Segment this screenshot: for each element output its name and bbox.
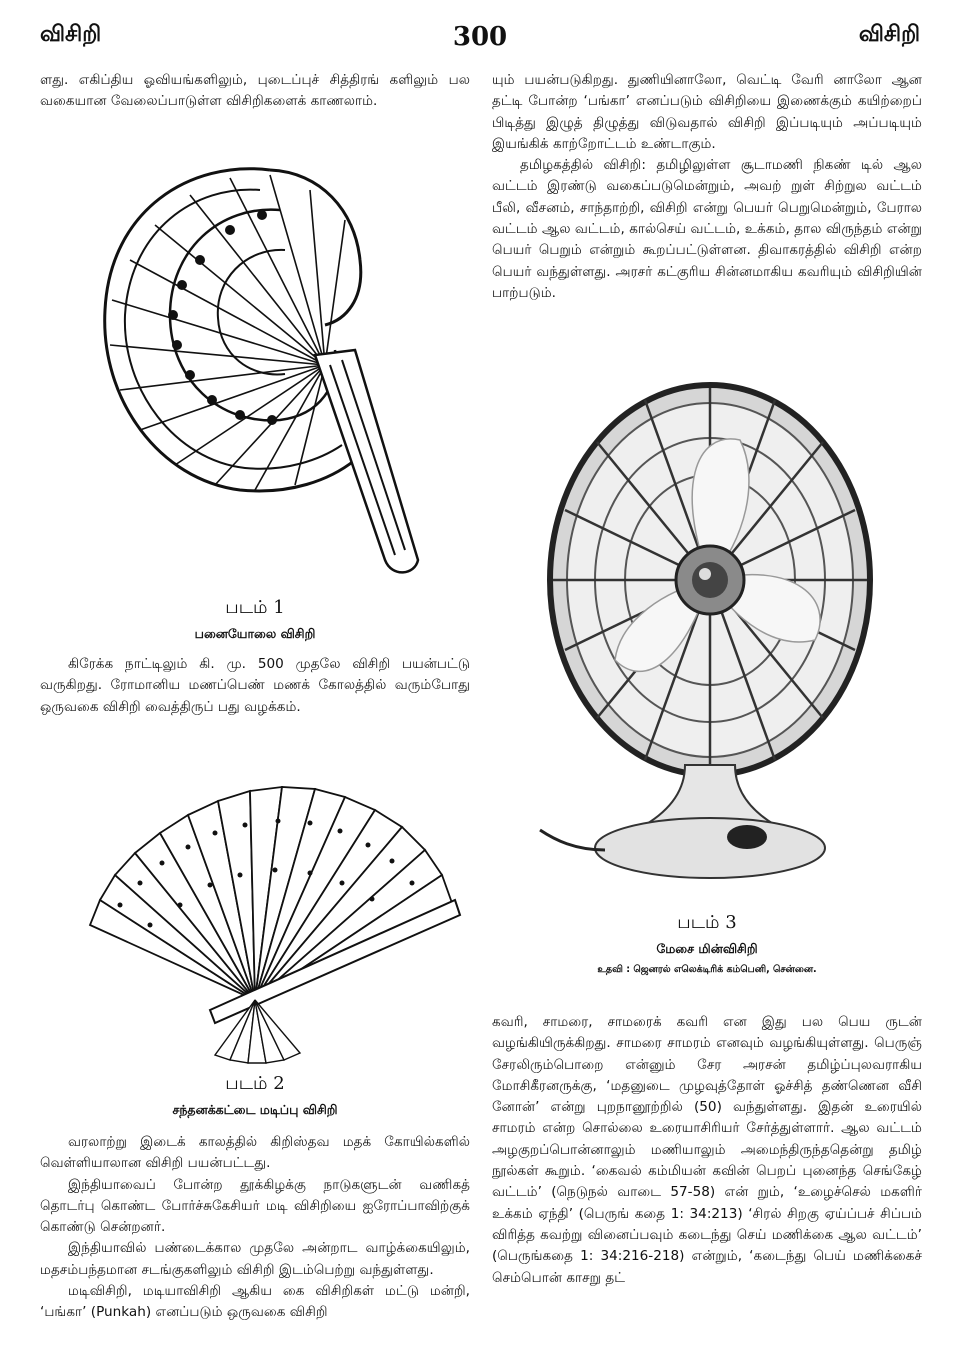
running-head-right: விசிறி xyxy=(858,22,920,47)
figure-3-caption xyxy=(492,912,922,976)
figure-credit: உதவி : ஜெனரல் எலெக்டிரிக் கம்பெனி, சென்னை. xyxy=(597,964,817,975)
paragraph: கவரி, சாமரை, சாமரைக் கவரி என இது பல பெய ருடன் வழங்கியிருக்கிறது. சாமரை சாமரம் எனவும் வழங்கியுள்ளது. பெருஞ் சேரலிரும்பொறை என்னும் சேர அரசன் தமிழ்ப்புலவராகிய மோசிகீரனருக்கு, ‘மதனுடை முழவுத்தோள் ஓச்சித் தண்ணென வீசி னோன்’ என்று புறநானூற்றில் (50) வந்துள்ளது. இதன் உரையில் சாமரம் என்ற சொல்லை உரையாசிரியர் சேர்த்துள்ளார். ஆல வட்டம் அழகுறப்பொன்னாலும் மணியாலும் அமைந்திருந்ததென்று தமிழ் நூல்கள் கூறும். ‘கைவல் கம்மியன் கவின் பெறப் புனைந்த செங்கேழ் வட்டம்’ (நெடுநல் வாடை 57-58) என் றும், ‘உழைச்செல் மகளிர் உக்கம் ஏந்தி’ (பெருங் கதை 1: 34:213) ‘சிரல் சிறகு ஏய்ப்பச் சிப்பம் விரித்த கவற்று வினைப்பவும் கடைந்து செய் மணிக்கை ஆல வட்டம்’ (பெருங்கதை 1: 34:216-218) என்றும், ‘கடைந்து பெய் மணிக்கைச் செம்பொன் காசறு தட் xyxy=(492,1014,922,1286)
paragraph: தமிழகத்தில் விசிறி: தமிழிலுள்ள சூடாமணி நிகண் டில் ஆல வட்டம் இரண்டு வகைப்படுமென்றும், அவற் றுள் சிற்றுல வட்டம் பீலி, வீசனம், சாந்தாற்றி, விசிறி என்று பெயர் பெறுமென்றும், பேரால வட்டம் ஆல வட்டம், கால்செய் வட்டம், உக்கம், தால விருந்தம் என்று பெயர் பெறும் என்றும் கூறப்பட்டுள்ளன. திவாகரத்தில் விசிறி என்ற பெயர் வந்துள்ளது. அரசர் கட்குரிய சின்னமாகிய கவரியும் விசிறியின் பாற்படும். xyxy=(492,157,922,301)
right-intro-text xyxy=(492,70,922,304)
figure-2-caption xyxy=(40,1073,470,1119)
kavari-paragraph-block xyxy=(492,1012,922,1289)
paragraph: இந்தியாவில் பண்டைக்கால முதலே அன்றாட வாழ்க்கையிலும், மதசம்பந்தமான சடங்குகளிலும் விசிறி இடம்பெற்று வந்துள்ளது. xyxy=(40,1240,470,1278)
figure-number: படம் 1 xyxy=(225,597,285,618)
greek-paragraph-block xyxy=(40,654,470,718)
figure-title: மேசை மின்விசிறி xyxy=(656,941,758,956)
paragraph: மடிவிசிறி, மடியாவிசிறி ஆகிய கை விசிறிகள் மட்டு மன்றி, ‘பங்கா’ (Punkah) எனப்படும் ஒருவகை விசிறி xyxy=(40,1283,470,1321)
paragraph: இந்தியாவைப் போன்ற தூக்கிழக்கு நாடுகளுடன் வணிகத் தொடர்பு கொண்ட போர்ச்சுகேசியர் மடி விசிறியை ஐரோப்பாவிற்குக் கொண்டு சென்றனர். xyxy=(40,1176,470,1236)
paragraph: ளது. எகிப்திய ஓவியங்களிலும், புடைப்புச் சித்திரங் களிலும் பல வகையான வேலைப்பாடுள்ள விசிறிகளைக் காணலாம். xyxy=(40,72,470,110)
paragraph: கிரேக்க நாட்டிலும் கி. மு. 500 முதலே விசிறி பயன்பட்டு வருகிறது. ரோமானிய மணப்பெண் மணக் கோலத்தில் வரும்போது ஒருவகை விசிறி வைத்திருப் பது வழக்கம். xyxy=(40,656,470,715)
page-number: 300 xyxy=(452,22,508,52)
figure-title: சந்தனக்கட்டை மடிப்பு விசிறி xyxy=(172,1102,338,1117)
paragraph: வரலாற்று இடைக் காலத்தில் கிறிஸ்தவ மதக் கோயில்களில் வெள்ளியாலான விசிறி பயன்பட்டது. xyxy=(40,1134,470,1172)
figure-1-caption xyxy=(40,597,470,643)
paragraph: யும் பயன்படுகிறது. துணியினாலோ, வெட்டி வேரி னாலோ ஆன தட்டி போன்ற ‘பங்கா’ எனப்படும் விசிறியை இணைக்கும் கயிற்றைப் பிடித்து இழுத் திழுத்து விடுவதால் விசிறி இப்படியும் அப்படியும் இயங்கிக் காற்றோட்டம் உண்டாகும். xyxy=(492,72,922,152)
figure-number: படம் 3 xyxy=(677,912,737,933)
table-electric-fan-photo xyxy=(535,370,875,905)
figure-title: பனையோலை விசிறி xyxy=(194,626,316,641)
history-paragraph-block xyxy=(40,1132,470,1324)
figure-number: படம் 2 xyxy=(225,1073,285,1094)
left-intro-text xyxy=(40,70,470,113)
running-head-left: விசிறி xyxy=(40,22,102,47)
palm-leaf-fan-illustration xyxy=(80,150,450,590)
folding-sandalwood-fan-illustration xyxy=(80,765,470,1065)
